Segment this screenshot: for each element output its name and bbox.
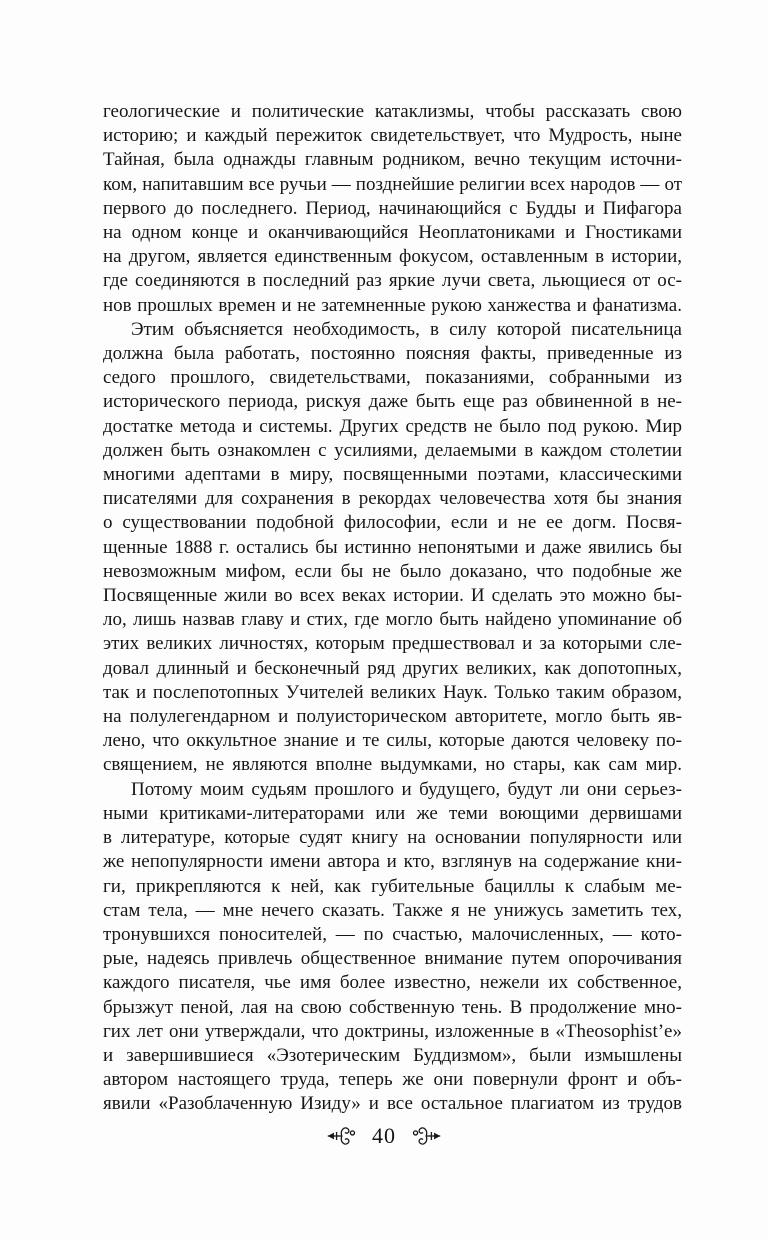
text-line: первого до последнего. Период, начинающийся с Будды и Пифагора	[103, 197, 682, 219]
text-line: должна была работать, постоянно поясняя факты, приведенные из	[103, 343, 682, 365]
text-line: нов прошлых времен и не затемненные рукою ханжества и фанатизма.	[103, 294, 682, 316]
text-line: невозможным мифом, если бы не было доказано, что подобные же	[103, 560, 682, 582]
text-line: на полулегендарном и полуисторическом авторитете, могло быть яв-	[103, 706, 682, 728]
text-line: каждого писателя, чье имя более известно, нежели их собственное,	[103, 972, 682, 994]
text-line: где соединяются в последний раз яркие лучи света, льющиеся от ос-	[103, 270, 682, 292]
text-line: и завершившиеся «Эзотерическим Буддизмом», были измышлены	[103, 1044, 682, 1066]
text-block	[103, 100, 682, 1117]
text-line: ными критиками-литераторами или же теми воющими дервишами	[103, 802, 682, 824]
text-line: седого прошлого, свидетельствами, показаниями, собранными из	[103, 367, 682, 389]
text-line: в литературе, которые судят книгу на основании популярности или	[103, 827, 682, 849]
text-line: на другом, является единственным фокусом, оставленным в истории,	[103, 246, 682, 268]
text-line: достатке метода и системы. Других средств не было под рукою. Мир	[103, 415, 682, 437]
text-line: Потому моим судьям прошлого и будущего, будут ли они серьез-	[131, 778, 682, 800]
text-line: этих великих личностях, которым предшествовал и за которыми сле-	[103, 633, 682, 655]
text-line: стам тела, — мне нечего сказать. Также я не унижусь заметить тех,	[103, 899, 682, 921]
text-line: должен быть ознакомлен с усилиями, делаемыми в каждом столетии	[103, 439, 682, 461]
text-line: так и послепотопных Учителей великих Наук. Только таким образом,	[103, 681, 682, 703]
page-number: 40	[372, 1123, 396, 1148]
text-line: довал длинный и бесконечный ряд других великих, как допотопных,	[103, 657, 682, 679]
text-line: Этим объясняется необходимость, в силу которой писательница	[131, 318, 682, 340]
text-line: писателями для сохранения в рекордах человечества хотя бы знания	[103, 488, 682, 510]
text-line: гих лет они утверждали, что доктрины, изложенные в «Theosophist’е»	[103, 1020, 682, 1042]
text-line: ги, прикрепляются к ней, как губительные бациллы к слабым ме-	[103, 875, 682, 897]
text-line: рые, надеясь привлечь общественное внимание путем опорочивания	[103, 948, 682, 970]
text-line: лено, что оккультное знание и те силы, которые даются человеку по-	[103, 730, 682, 752]
text-line: явили «Разоблаченную Изиду» и все остальное плагиатом из трудов	[103, 1093, 682, 1115]
text-line: историю; и каждый пережиток свидетельствует, что Мудрость, ныне	[103, 125, 682, 147]
text-line: исторического периода, рискуя даже быть еще раз обвиненной в не-	[103, 391, 682, 413]
text-line: Посвященные жили во всех веках истории. И сделать это можно бы-	[103, 585, 682, 607]
paragraph	[103, 778, 682, 1117]
text-line: брызжут пеной, лая на свою собственную тень. В продолжение мно-	[103, 996, 682, 1018]
text-line: многими адептами в миру, посвященными поэтами, классическими	[103, 464, 682, 486]
text-line: священием, не являются вполне выдумками, но стары, как сам мир.	[103, 754, 682, 776]
paragraph	[103, 318, 682, 778]
text-line: же непопулярности имени автора и кто, взглянув на содержание кни-	[103, 851, 682, 873]
text-line: щенные 1888 г. остались бы истинно непонятыми и даже явились бы	[103, 536, 682, 558]
text-line: ло, лишь назвав главу и стих, где могло быть найдено упоминание об	[103, 609, 682, 631]
text-line: ком, напитавшим все ручьи — позднейшие религии всех народов — от	[103, 173, 682, 195]
text-line: автором настоящего труда, теперь же они повернули фронт и объ-	[103, 1069, 682, 1091]
text-line: тронувшихся поносителей, — по счастью, малочисленных, — кото-	[103, 923, 682, 945]
paragraph	[103, 100, 682, 318]
text-line: на одном конце и оканчивающийся Неоплатониками и Гностиками	[103, 222, 682, 244]
fleuron-right-icon	[412, 1123, 442, 1149]
page-footer	[0, 1119, 768, 1153]
fleuron-left-icon	[326, 1123, 356, 1149]
text-line: геологические и политические катаклизмы, чтобы рассказать свою	[103, 101, 682, 122]
text-line: о существовании подобной философии, если и не ее догм. Посвя-	[103, 512, 682, 534]
text-line: Тайная, была однажды главным родником, вечно текущим источни-	[103, 149, 682, 171]
